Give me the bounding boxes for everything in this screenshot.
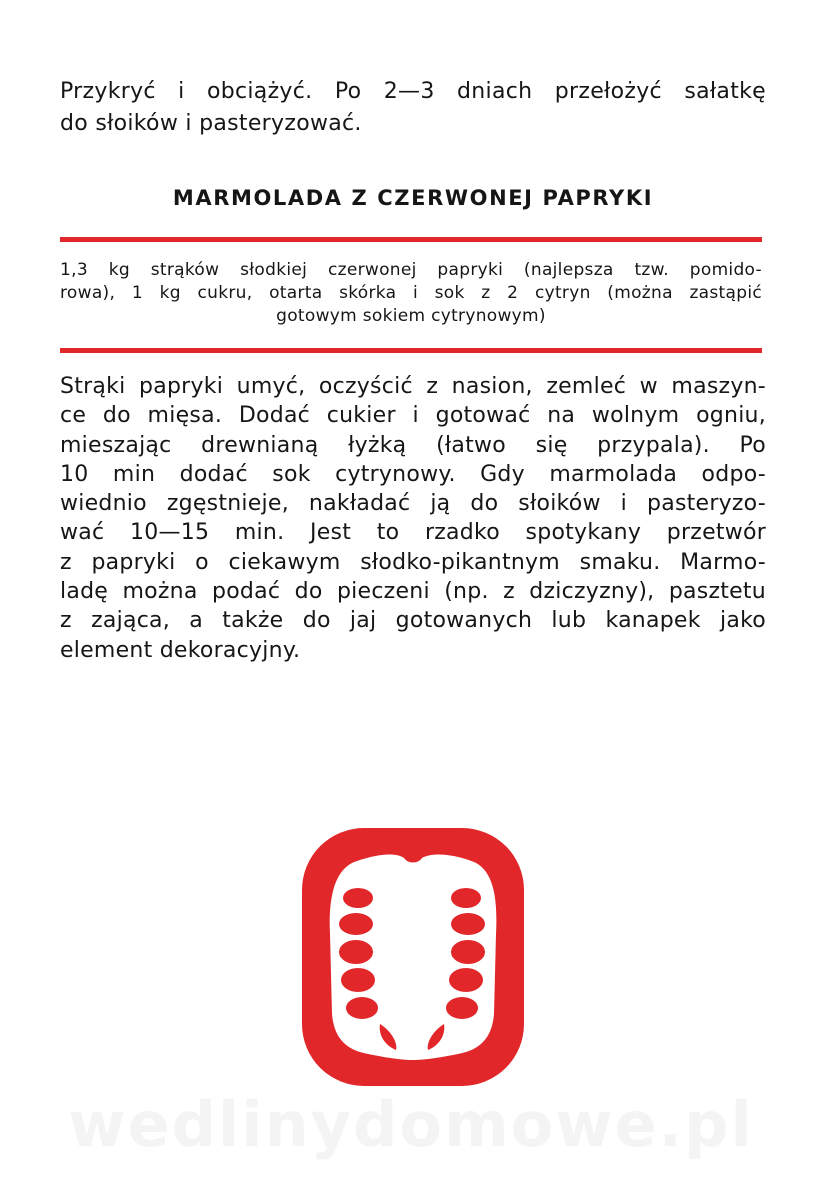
method-line: Strąki papryki umyć, oczyścić z nasion, zemleć w maszyn- <box>60 374 766 399</box>
method-line: mieszając drewnianą łyżką (łatwo się przypala). Po <box>60 432 766 458</box>
bottom-divider <box>60 348 762 353</box>
top-divider <box>60 237 762 242</box>
recipe-title: MARMOLADA Z CZERWONEJ PAPRYKI <box>172 186 654 210</box>
method-line: wać 10—15 min. Jest to rzadko spotykany przetwór <box>60 520 766 546</box>
method-line: ce do mięsa. Dodać cukier i gotować na wolnym ogniu, <box>60 403 766 429</box>
method-line: element dekoracyjny. <box>60 637 301 663</box>
method-line: wiednio zgęstnieje, nakładać ją do słoików i pasteryzo- <box>60 491 766 517</box>
ingredients-block <box>60 259 762 328</box>
ingredients-line: rowa), 1 kg cukru, otarta skórka i sok z 2 cytryn (można zastąpić <box>60 283 762 303</box>
method-line: ladę można podać do pieczeni (np. z dziczyzny), pasztetu <box>60 579 766 605</box>
method-paragraph <box>60 372 766 665</box>
red-pepper-cross-section-icon <box>298 824 528 1090</box>
method-line: z papryki o ciekawym słodko-pikantnym smaku. Marmo- <box>60 549 766 575</box>
intro-paragraph <box>60 76 766 140</box>
ingredients-line: 1,3 kg strąków słodkiej czerwonej papryki (najlepsza tzw. pomido- <box>60 260 762 280</box>
method-line: z zająca, a także do jaj gotowanych lub kanapek jako <box>60 608 766 634</box>
method-line: 10 min dodać sok cytrynowy. Gdy marmolada odpo- <box>60 461 766 487</box>
watermark: wedlinydomowe.pl <box>68 1088 754 1161</box>
intro-line: do słoików i pasteryzować. <box>60 111 362 136</box>
intro-line: Przykryć i obciążyć. Po 2—3 dniach przełożyć sałatkę <box>60 79 766 104</box>
ingredients-line: gotowym sokiem cytrynowym) <box>276 306 546 326</box>
